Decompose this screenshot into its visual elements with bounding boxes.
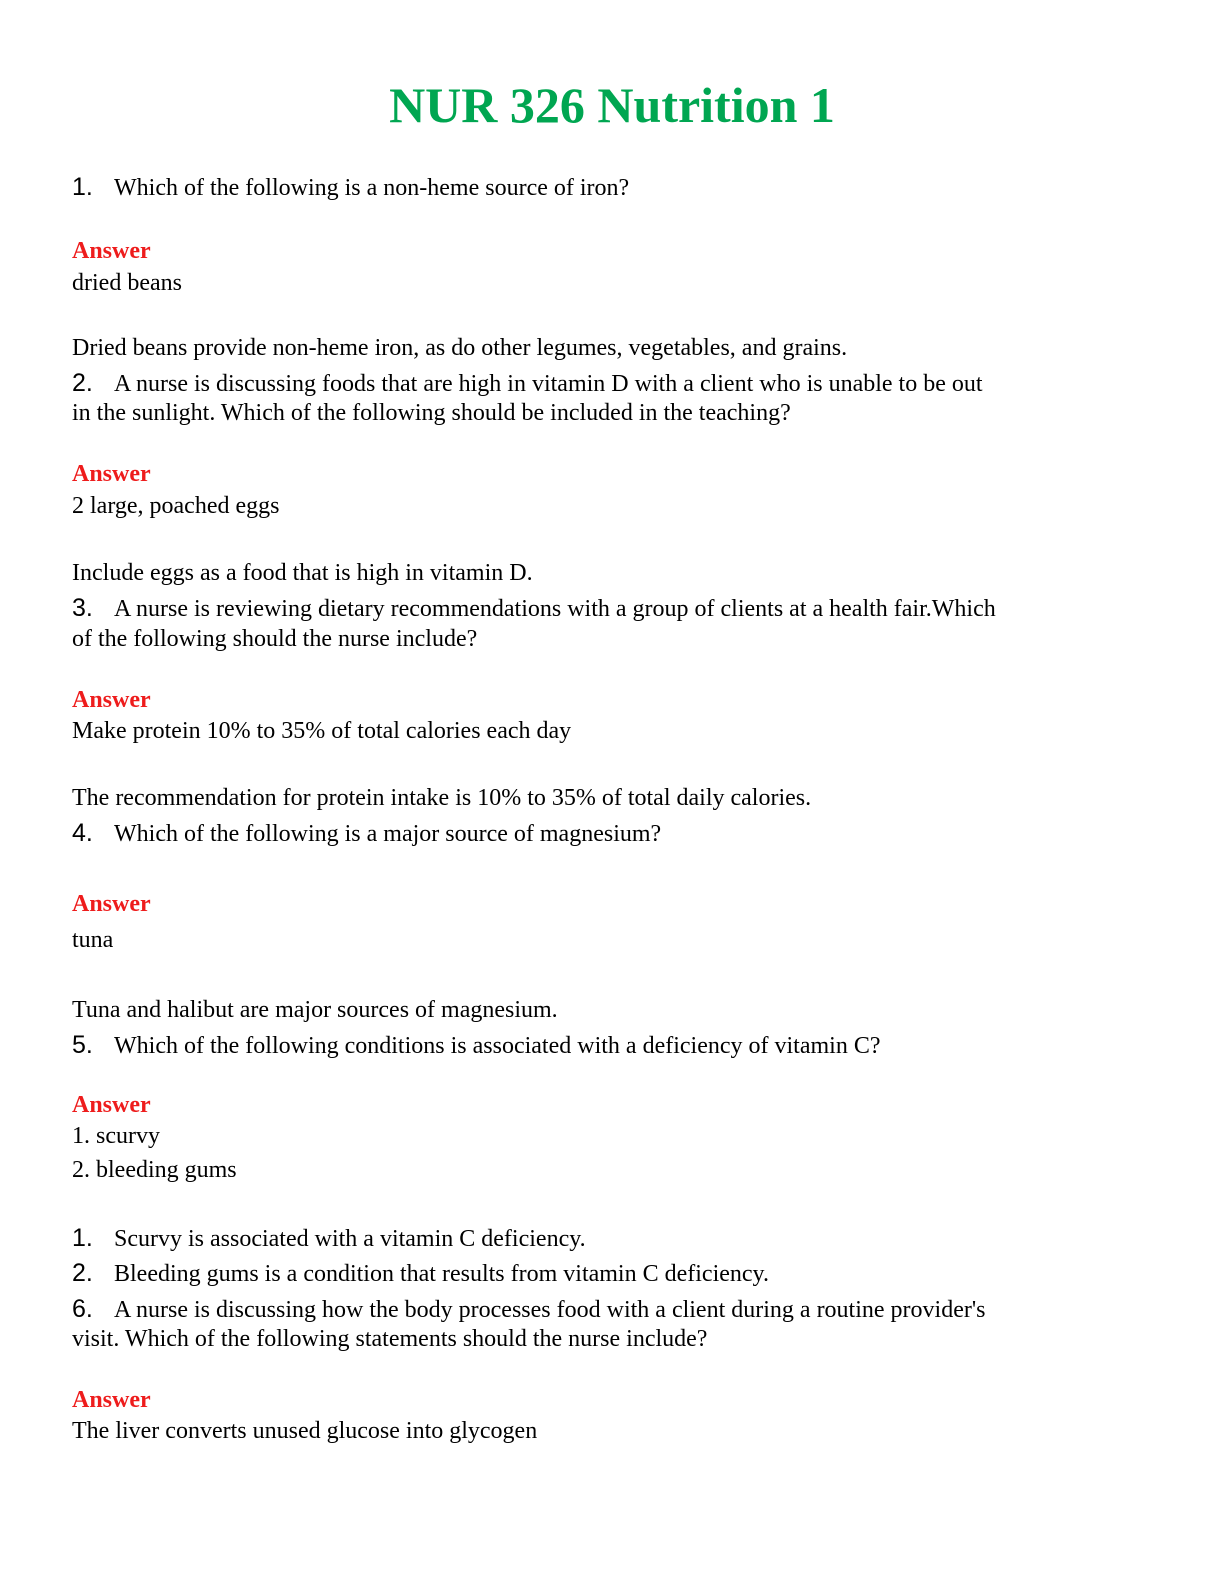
rationale-item-2	[72, 1258, 769, 1289]
question-text: Which of the following is a non-heme source of iron?	[114, 175, 630, 201]
question-3	[72, 593, 996, 624]
answer-label: Answer	[72, 891, 151, 917]
question-number: 4.	[72, 819, 93, 847]
question-number: 6.	[72, 1295, 93, 1323]
question-text-continued: of the following should the nurse include?	[72, 626, 478, 652]
question-text-continued: visit. Which of the following statements should the nurse include?	[72, 1326, 708, 1352]
question-number: 5.	[72, 1031, 93, 1059]
answer-text: 2. bleeding gums	[72, 1157, 237, 1183]
question-2	[72, 368, 983, 399]
question-text: Which of the following is a major source of magnesium?	[114, 821, 662, 847]
answer-text: Make protein 10% to 35% of total calories each day	[72, 718, 572, 744]
answer-label: Answer	[72, 687, 151, 713]
answer-text: tuna	[72, 927, 114, 953]
question-text: A nurse is discussing foods that are high in vitamin D with a client who is unable to be out	[114, 371, 983, 397]
rationale-text: Scurvy is associated with a vitamin C deficiency.	[114, 1226, 586, 1252]
answer-text: 2 large, poached eggs	[72, 493, 280, 519]
rationale-number: 2.	[72, 1259, 93, 1287]
answer-text: dried beans	[72, 270, 182, 296]
answer-label: Answer	[72, 238, 151, 264]
rationale-text: Include eggs as a food that is high in vitamin D.	[72, 560, 533, 586]
rationale-text: The recommendation for protein intake is 10% to 35% of total daily calories.	[72, 785, 812, 811]
rationale-text: Tuna and halibut are major sources of magnesium.	[72, 997, 558, 1023]
answer-label: Answer	[72, 461, 151, 487]
question-number: 3.	[72, 594, 93, 622]
document-title: NUR 326 Nutrition 1	[389, 77, 835, 133]
answer-text: The liver converts unused glucose into glycogen	[72, 1418, 538, 1444]
rationale-text: Dried beans provide non-heme iron, as do other legumes, vegetables, and grains.	[72, 335, 848, 361]
rationale-text: Bleeding gums is a condition that results from vitamin C deficiency.	[114, 1261, 769, 1287]
question-text: A nurse is reviewing dietary recommendations with a group of clients at a health fair.Which	[114, 596, 996, 622]
rationale-item-1	[72, 1223, 586, 1254]
question-number: 1.	[72, 173, 93, 201]
question-text-continued: in the sunlight. Which of the following should be included in the teaching?	[72, 400, 791, 426]
question-4	[72, 818, 661, 849]
answer-label: Answer	[72, 1387, 151, 1413]
answer-text: 1. scurvy	[72, 1123, 160, 1149]
question-6	[72, 1294, 986, 1325]
question-text: Which of the following conditions is associated with a deficiency of vitamin C?	[114, 1033, 881, 1059]
question-1	[72, 172, 629, 203]
rationale-number: 1.	[72, 1224, 93, 1252]
answer-label: Answer	[72, 1092, 151, 1118]
question-number: 2.	[72, 369, 93, 397]
question-5	[72, 1030, 880, 1061]
question-text: A nurse is discussing how the body processes food with a client during a routine provider's	[114, 1297, 986, 1323]
